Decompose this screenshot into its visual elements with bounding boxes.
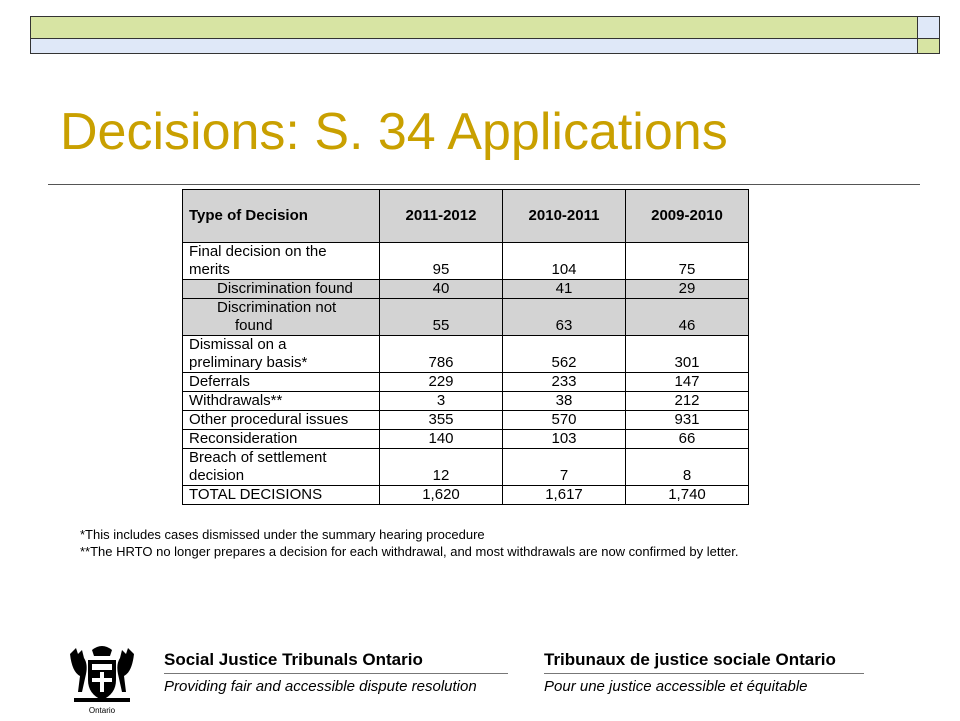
table-row bbox=[183, 392, 749, 411]
row-label-line: preliminary basis* bbox=[189, 354, 308, 371]
footnotes bbox=[80, 526, 870, 560]
cell-value: 66 bbox=[626, 430, 749, 449]
cell-value: 8 bbox=[626, 449, 749, 486]
cell-value: 29 bbox=[626, 280, 749, 299]
header-2009-2010: 2009-2010 bbox=[626, 190, 749, 243]
top-decorative-bar bbox=[30, 16, 940, 54]
header-2010-2011: 2010-2011 bbox=[503, 190, 626, 243]
cell-value: 38 bbox=[503, 392, 626, 411]
table-row bbox=[183, 411, 749, 430]
table-row bbox=[183, 299, 749, 336]
crest-icon bbox=[64, 640, 140, 716]
row-label-line: Breach of settlement bbox=[189, 449, 327, 466]
svg-text:Ontario: Ontario bbox=[88, 706, 116, 715]
row-label-line: Discrimination not bbox=[217, 299, 337, 316]
cell-value: 1,740 bbox=[626, 486, 749, 505]
table-row bbox=[183, 243, 749, 280]
cell-value: 570 bbox=[503, 411, 626, 430]
row-label-line: found bbox=[235, 317, 273, 334]
header-type-of-decision: Type of Decision bbox=[183, 190, 380, 243]
cell-value: 3 bbox=[380, 392, 503, 411]
table-row bbox=[183, 449, 749, 486]
cell-value: 12 bbox=[380, 449, 503, 486]
table-header-row bbox=[183, 190, 749, 243]
top-bar-green-square bbox=[918, 39, 940, 54]
cell-value: 355 bbox=[380, 411, 503, 430]
cell-value: 233 bbox=[503, 373, 626, 392]
row-label-final-decision bbox=[183, 243, 380, 280]
org-name-english: Social Justice Tribunals Ontario bbox=[164, 650, 423, 669]
row-label-deferrals: Deferrals bbox=[183, 373, 380, 392]
cell-value: 212 bbox=[626, 392, 749, 411]
row-label-line: Dismissal on a bbox=[189, 336, 287, 353]
cell-value: 301 bbox=[626, 336, 749, 373]
cell-value: 95 bbox=[380, 243, 503, 280]
row-label-total: TOTAL DECISIONS bbox=[183, 486, 380, 505]
row-label-line: Final decision on the bbox=[189, 243, 327, 260]
top-bar-green-strip bbox=[30, 16, 918, 39]
cell-value: 63 bbox=[503, 299, 626, 336]
footnote-2: **The HRTO no longer prepares a decision for each withdrawal, and most withdrawals are now confirmed by letter. bbox=[80, 544, 739, 559]
row-label-dismissal bbox=[183, 336, 380, 373]
header-2011-2012: 2011-2012 bbox=[380, 190, 503, 243]
footer-divider-french bbox=[544, 673, 864, 674]
row-label-line: merits bbox=[189, 261, 230, 278]
cell-value: 7 bbox=[503, 449, 626, 486]
decisions-table bbox=[182, 189, 749, 505]
cell-value: 40 bbox=[380, 280, 503, 299]
title-divider bbox=[48, 184, 920, 185]
row-label-breach bbox=[183, 449, 380, 486]
cell-value: 140 bbox=[380, 430, 503, 449]
cell-value: 75 bbox=[626, 243, 749, 280]
row-label-discrimination-not-found bbox=[183, 299, 380, 336]
row-label-reconsideration: Reconsideration bbox=[183, 430, 380, 449]
cell-value: 1,617 bbox=[503, 486, 626, 505]
org-name-french: Tribunaux de justice sociale Ontario bbox=[544, 650, 836, 669]
top-bar-blue-strip bbox=[30, 39, 918, 54]
row-label-withdrawals: Withdrawals** bbox=[183, 392, 380, 411]
table-row bbox=[183, 430, 749, 449]
footer-divider-english bbox=[164, 673, 508, 674]
tagline-english: Providing fair and accessible dispute resolution bbox=[164, 678, 477, 695]
cell-value: 562 bbox=[503, 336, 626, 373]
cell-value: 931 bbox=[626, 411, 749, 430]
table-row-total bbox=[183, 486, 749, 505]
cell-value: 46 bbox=[626, 299, 749, 336]
top-bar-blue-square bbox=[918, 16, 940, 39]
table-row bbox=[183, 336, 749, 373]
cell-value: 786 bbox=[380, 336, 503, 373]
cell-value: 41 bbox=[503, 280, 626, 299]
cell-value: 147 bbox=[626, 373, 749, 392]
slide-title: Decisions: S. 34 Applications bbox=[60, 103, 728, 161]
row-label-discrimination-found: Discrimination found bbox=[183, 280, 380, 299]
ontario-crest-logo bbox=[64, 640, 140, 716]
cell-value: 229 bbox=[380, 373, 503, 392]
row-label-other-procedural: Other procedural issues bbox=[183, 411, 380, 430]
cell-value: 104 bbox=[503, 243, 626, 280]
tagline-french: Pour une justice accessible et équitable bbox=[544, 678, 808, 695]
cell-value: 55 bbox=[380, 299, 503, 336]
row-label-line: decision bbox=[189, 467, 245, 484]
cell-value: 103 bbox=[503, 430, 626, 449]
footnote-1: *This includes cases dismissed under the summary hearing procedure bbox=[80, 527, 485, 542]
table-row bbox=[183, 373, 749, 392]
table-row bbox=[183, 280, 749, 299]
cell-value: 1,620 bbox=[380, 486, 503, 505]
